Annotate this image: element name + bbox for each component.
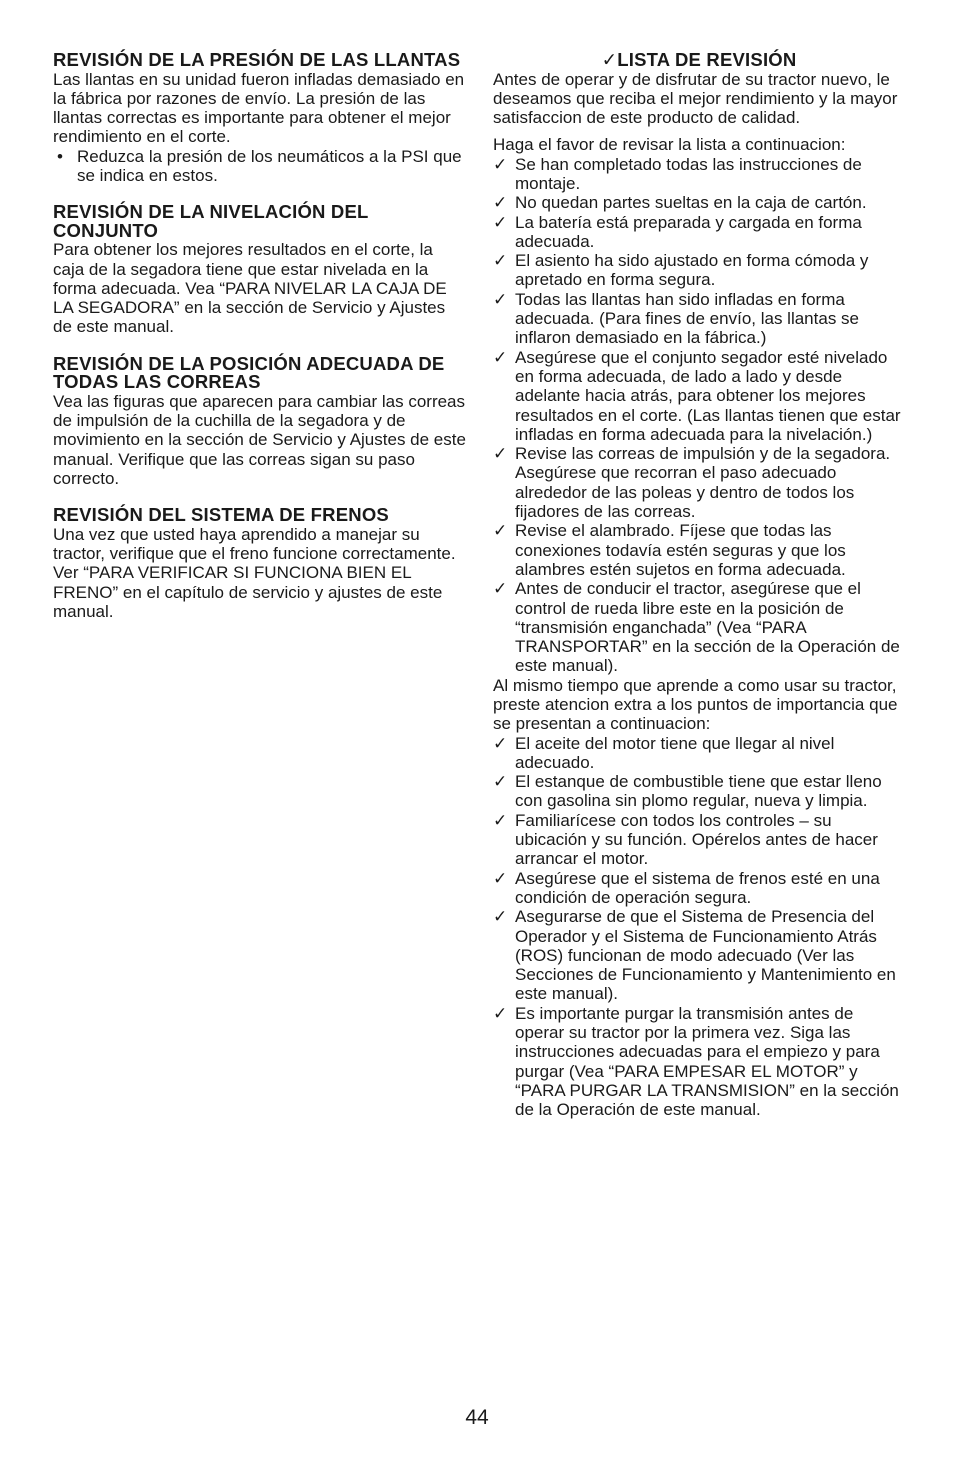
checkmark-icon: ✓ bbox=[493, 347, 508, 367]
section-heading: REVISIÓN DE LA PRESIÓN DE LAS LLANTAS bbox=[53, 49, 461, 70]
section-text: Para obtener los mejores resultados en el corte, la caja de la segadora tiene que estar nivelada en la forma adecuada. Vea “PARA NIVELAR LA CAJA DE LA SEGADORA” en la sección de Servicio y Ajustes de este manual. bbox=[53, 240, 447, 337]
checkmark-icon: ✓ bbox=[493, 907, 508, 927]
checklist-item bbox=[493, 907, 905, 1003]
checklist-operation bbox=[493, 734, 905, 1120]
checklist-middle-text: Al mismo tiempo que aprende a como usar su tractor, preste atencion extra a los puntos de importancia que se presentan a continuacion: bbox=[493, 675, 898, 734]
checklist-item bbox=[493, 290, 905, 348]
section-belt-position bbox=[53, 352, 468, 488]
section-tire-pressure bbox=[53, 51, 468, 185]
checklist-initial bbox=[493, 155, 905, 676]
checklist-item-text: El aceite del motor tiene que llegar al nivel adecuado. bbox=[515, 733, 835, 772]
checklist-intro-2: Haga el favor de revisar la lista a continuacion: bbox=[493, 135, 846, 155]
section-brake-system bbox=[53, 506, 468, 621]
checklist-item-text: Asegúrese que el conjunto segador esté nivelado en forma adecuada, de lado a lado y desde adelante hacia atrás, para obtener los mejores resultados en el corte. (Las llantas tienen que estar infladas en forma adecuada para la nivelación.) bbox=[515, 347, 901, 444]
checklist-item bbox=[493, 1004, 905, 1120]
checkmark-icon: ✓ bbox=[493, 212, 508, 232]
checkmark-icon: ✓ bbox=[493, 521, 508, 541]
page-number: 44 bbox=[465, 1406, 489, 1429]
checklist-item bbox=[493, 193, 905, 212]
section-text: Vea las figuras que aparecen para cambiar las correas de impulsión de la cuchilla de la segadora y de movimiento en la sección de Servicio y Ajustes de este manual. Verifique que las correas sigan su paso correcto. bbox=[53, 391, 466, 488]
checklist-item-text: Revise las correas de impulsión y de la segadora. Asegúrese que recorran el paso adecuado alrededor de las poleas y dentro de todos los fijadores de las correas. bbox=[515, 444, 891, 522]
checklist-item-text: Antes de conducir el tractor, asegúrese que el control de rueda libre este en la posición de “transmisión enganchada” (Vea “PARA TRANSPORTAR” en la sección de la Operación de este manual). bbox=[515, 579, 900, 676]
checklist-item bbox=[493, 444, 905, 521]
checklist-heading: ✓LISTA DE REVISIÓN bbox=[601, 49, 797, 70]
checklist-item bbox=[493, 869, 905, 908]
checklist-item-text: El asiento ha sido ajustado en forma cómoda y apretado en forma segura. bbox=[515, 251, 869, 290]
bullet-item: • Reduzca la presión de los neumáticos a la PSI que se indica en estos. bbox=[53, 147, 468, 186]
checklist-item-text: Revise el alambrado. Fíjese que todas las conexiones todavía estén seguras y que los alambres estén sujetos en forma adecuada. bbox=[515, 521, 846, 579]
checklist-item bbox=[493, 772, 905, 811]
checklist-item bbox=[493, 348, 905, 444]
checkmark-icon: ✓ bbox=[493, 733, 508, 753]
checklist-intro: Antes de operar y de disfrutar de su tractor nuevo, le deseamos que reciba el mejor rendimiento y la mayor satisfaccion de este producto de calidad. bbox=[493, 69, 898, 128]
checkmark-icon: ✓ bbox=[493, 444, 508, 464]
checklist-item bbox=[493, 734, 905, 773]
section-heading: REVISIÓN DE LA POSICIÓN ADECUADA DE TODAS LAS CORREAS bbox=[53, 352, 445, 393]
checklist-item bbox=[493, 251, 905, 290]
section-text: Una vez que usted haya aprendido a manejar su tractor, verifique que el freno funcione correctamente. Ver “PARA VERIFICAR SI FUNCIONA BIEN EL FRENO” en el capítulo de servicio y ajustes de este manual. bbox=[53, 524, 456, 621]
checklist-item-text: Se han completado todas las instrucciones de montaje. bbox=[515, 154, 862, 193]
checklist-item-text: La batería está preparada y cargada en forma adecuada. bbox=[515, 212, 862, 251]
section-heading: REVISIÓN DE LA NIVELACIÓN DEL CONJUNTO bbox=[53, 201, 369, 241]
checkmark-icon: ✓ bbox=[493, 154, 508, 174]
checklist-item-text: Familiarícese con todos los controles – su ubicación y su función. Opérelos antes de hacer arrancar el motor. bbox=[515, 810, 878, 869]
section-heading: REVISIÓN DEL SISTEMA DE FRENOS bbox=[53, 504, 389, 526]
section-deck-leveling bbox=[53, 203, 468, 336]
right-column bbox=[493, 51, 905, 1120]
bullet-list bbox=[53, 147, 468, 186]
checklist-item bbox=[493, 811, 905, 869]
left-column bbox=[53, 51, 468, 639]
checklist-item bbox=[493, 579, 905, 675]
checkmark-icon: ✓ bbox=[493, 251, 508, 271]
checklist-item-text: Todas las llantas han sido infladas en forma adecuada. (Para fines de envío, las llantas se inflaron demasiado en la fábrica.) bbox=[515, 289, 859, 348]
checklist-item-text: No quedan partes sueltas en la caja de cartón. bbox=[515, 193, 867, 213]
section-text: Las llantas en su unidad fueron infladas demasiado en la fábrica por razones de envío. La presión de las llantas correctas es importante para obtener el mejor rendimiento en el corte. bbox=[53, 69, 465, 147]
checkmark-icon: ✓ bbox=[493, 579, 508, 599]
checkmark-icon: ✓ bbox=[493, 772, 508, 792]
checkmark-icon: ✓ bbox=[493, 193, 508, 213]
checklist-item-text: Asegurarse de que el Sistema de Presencia del Operador y el Sistema de Funcionamiento Atrás (ROS) funcionan de modo adecuado (Ver las Secciones de Funcionamiento y Mantenimiento en este manual). bbox=[515, 907, 896, 1004]
checkmark-icon: ✓ bbox=[493, 810, 508, 830]
checklist-item-text: El estanque de combustible tiene que estar lleno con gasolina sin plomo regular, nueva y limpia. bbox=[515, 772, 882, 811]
checkmark-icon: ✓ bbox=[493, 1003, 508, 1023]
checklist-item-text: Es importante purgar la transmisión antes de operar su tractor por la primera vez. Siga las instrucciones adecuadas para el empiezo y para purgar (Vea “PARA EMPESAR EL MOTOR” y “PARA PURGAR LA TRANSMISION” en la sección de la Operación de este manual. bbox=[515, 1003, 899, 1120]
checklist-item bbox=[493, 521, 905, 579]
checkmark-icon: ✓ bbox=[493, 868, 508, 888]
checkmark-icon: ✓ bbox=[493, 289, 508, 309]
checklist-item bbox=[493, 213, 905, 252]
checklist-item-text: Asegúrese que el sistema de frenos esté en una condición de operación segura. bbox=[515, 868, 880, 907]
checklist-item bbox=[493, 155, 905, 194]
